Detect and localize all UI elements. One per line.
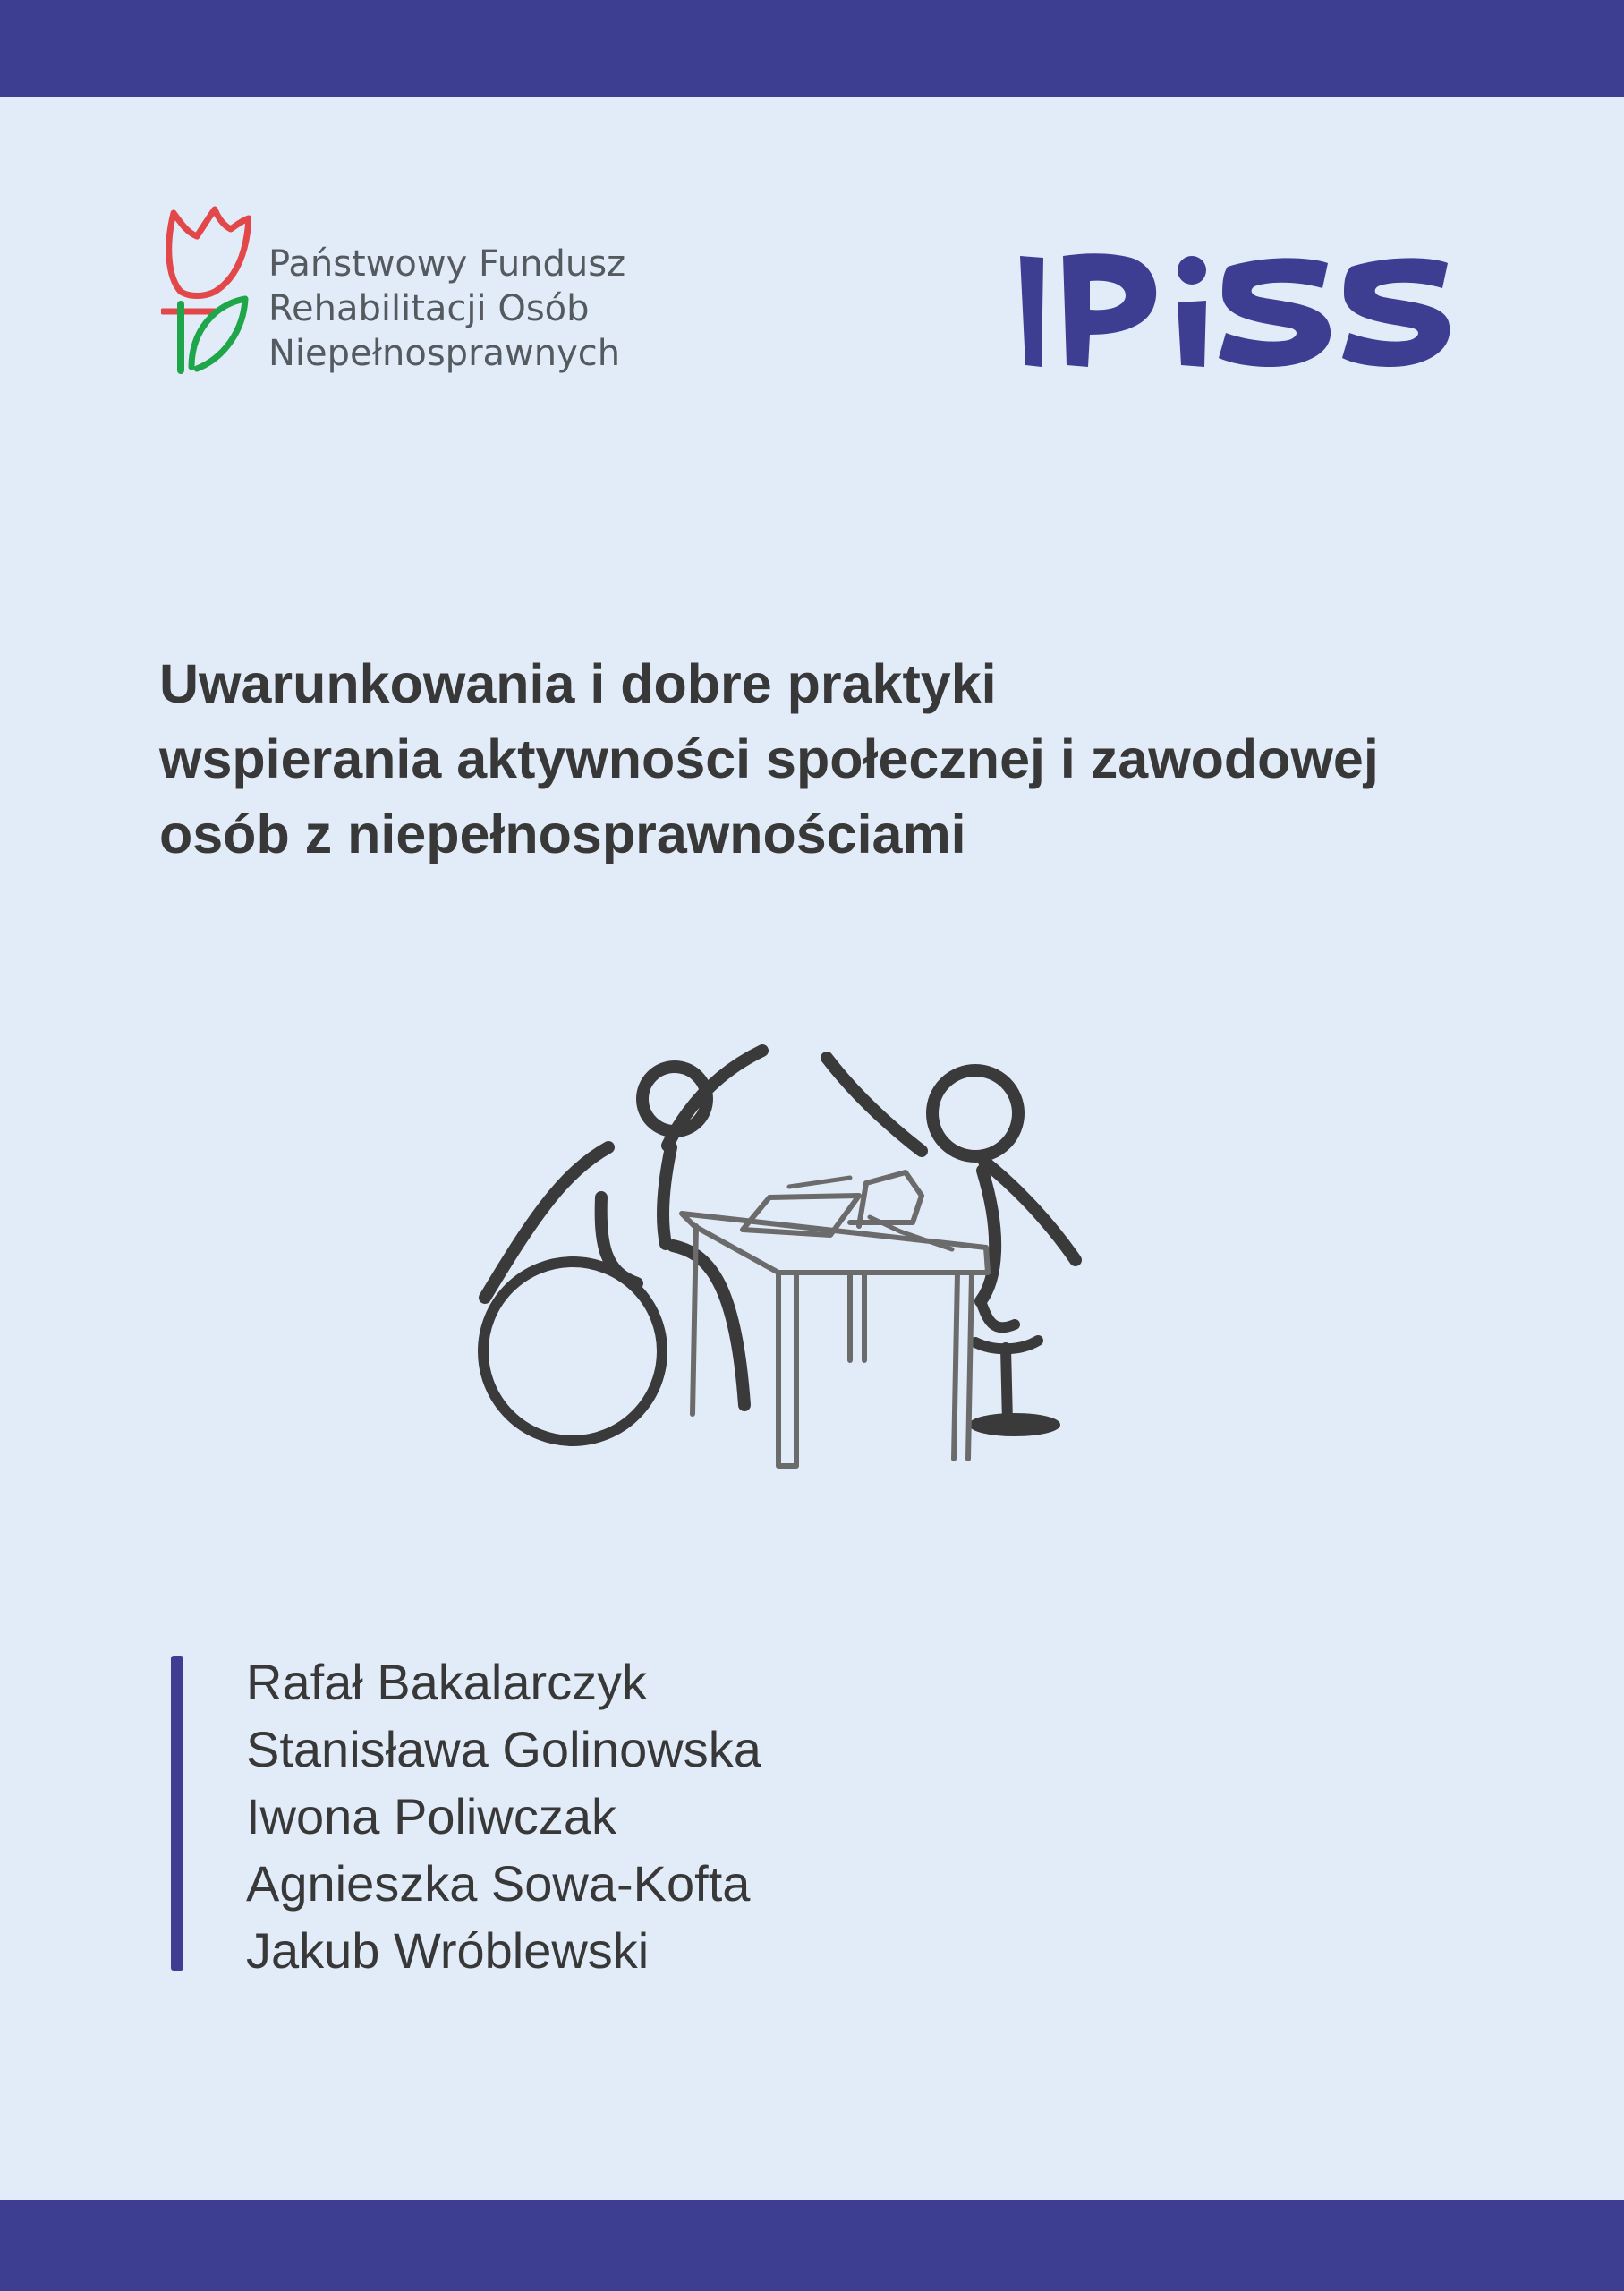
bottom-band [0,2200,1624,2291]
pfron-line-3: Niepełnosprawnych [268,333,621,374]
pfron-name [268,242,625,376]
ipiss-logo-icon [1020,252,1450,370]
author-3: Iwona Poliwczak [246,1788,616,1844]
tulip-logo-icon [161,206,251,376]
authors-accent-bar [171,1656,183,1971]
title-line-3: osób z niepełnosprawnościami [159,804,966,864]
title-line-2: wspierania aktywności społecznej i zawodowej [159,728,1379,789]
author-4: Agnieszka Sowa-Kofta [246,1855,751,1912]
title-line-1: Uwarunkowania i dobre praktyki [159,653,997,714]
top-band [0,0,1624,97]
authors-list [246,1648,761,1984]
wheelchair-user-at-computer-icon [474,1038,1118,1477]
pfron-logo [161,206,626,385]
pfron-line-2: Rehabilitacji Osób [268,288,590,329]
book-title [159,646,1501,872]
pfron-line-1: Państwowy Fundusz [268,243,626,285]
author-1: Rafał Bakalarczyk [246,1654,648,1710]
author-2: Stanisława Golinowska [246,1721,761,1777]
author-5: Jakub Wróblewski [246,1922,650,1979]
